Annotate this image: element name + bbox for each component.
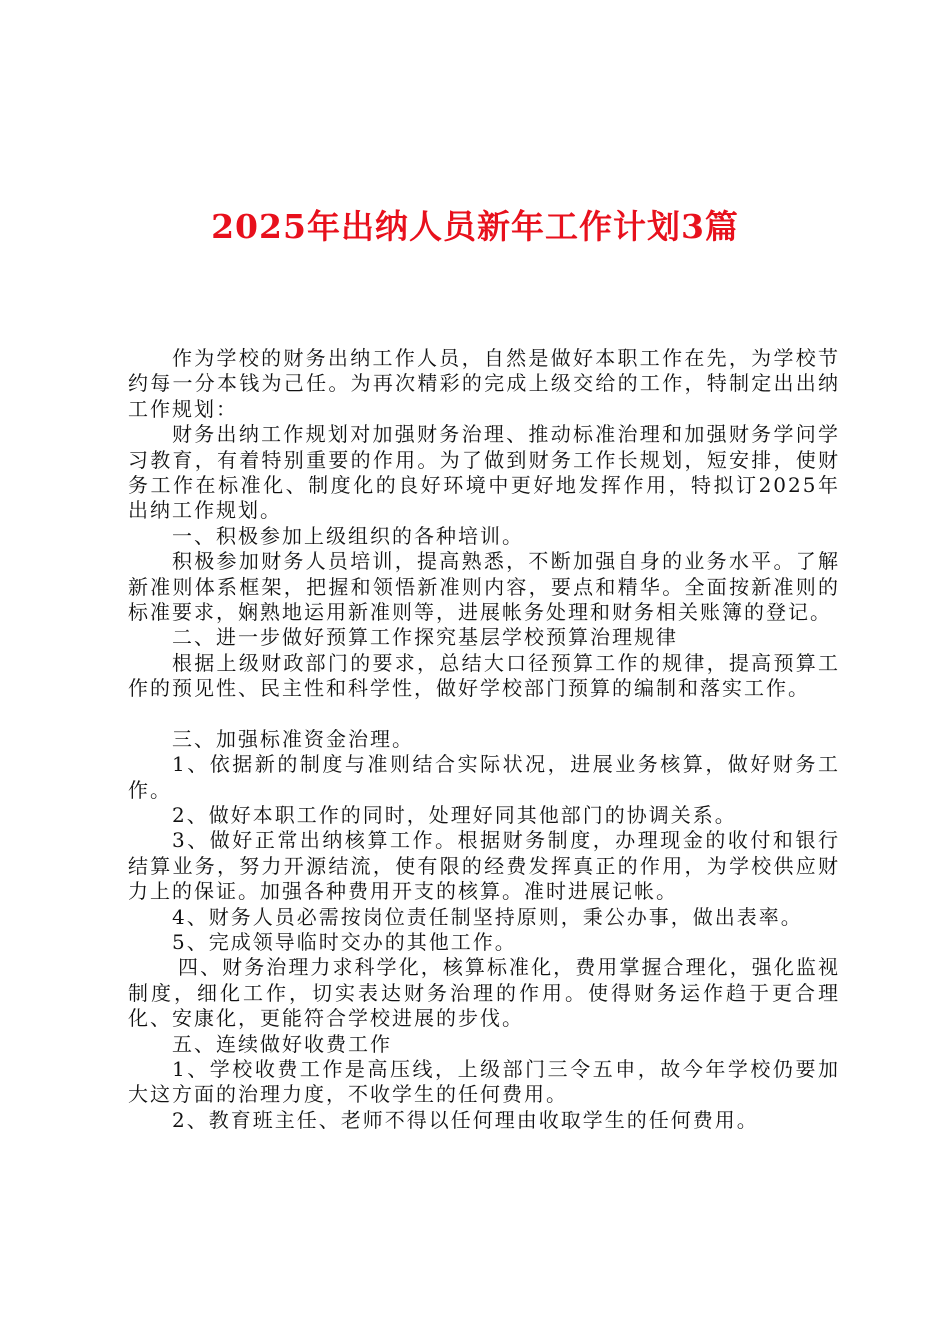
document-title: 2025年出纳人员新年工作计划3篇 — [211, 207, 739, 246]
list-item: 1、学校收费工作是高压线，上级部门三令五申，故今年学校仍要加大这方面的治理力度，不收学生的任何费用。 — [128, 1056, 840, 1107]
section-heading-5: 五、连续做好收费工作 — [172, 1031, 392, 1056]
section-heading-4: 四、财务治理力求科学化，核算标准化，费用掌握合理化，强化监视制度，细化工作，切实表达财务治理的作用。使得财务运作趋于更合理化、安康化，更能符合学校进展的步伐。 — [128, 955, 840, 1031]
section-heading-1: 一、积极参加上级组织的各种培训。 — [172, 523, 524, 548]
list-item: 2、做好本职工作的同时，处理好同其他部门的协调关系。 — [172, 802, 737, 827]
paragraph-training: 积极参加财务人员培训，提高熟悉，不断加强自身的业务水平。了解新准则体系框架，把握和领悟新准则内容，要点和精华。全面按新准则的标准要求，娴熟地运用新准则等，进展帐务处理和财务相关账簿的登记。 — [128, 549, 840, 625]
section-heading-2: 二、进一步做好预算工作探究基层学校预算治理规律 — [172, 625, 678, 650]
list-item: 5、完成领导临时交办的其他工作。 — [172, 929, 517, 954]
list-item: 4、财务人员必需按岗位责任制坚持原则，秉公办事，做出表率。 — [172, 904, 803, 929]
paragraph-budget: 根据上级财政部门的要求，总结大口径预算工作的规律，提高预算工作的预见性、民主性和科学性，做好学校部门预算的编制和落实工作。 — [128, 650, 840, 701]
section-heading-3: 三、加强标准资金治理。 — [172, 726, 414, 751]
paragraph-intro: 作为学校的财务出纳工作人员，自然是做好本职工作在先，为学校节约每一分本钱为己任。为再次精彩的完成上级交给的工作，特制定出出纳工作规划： — [128, 346, 840, 421]
list-item: 1、依据新的制度与准则结合实际状况，进展业务核算，做好财务工作。 — [128, 752, 840, 802]
paragraph-purpose: 财务出纳工作规划对加强财务治理、推动标准治理和加强财务学问学习教育，有着特别重要的作用。为了做到财务工作长规划，短安排，使财务工作在标准化、制度化的良好环境中更好地发挥作用，特拟订2025年出纳工作规划。 — [128, 422, 840, 523]
document-body — [128, 346, 840, 1133]
list-item: 3、做好正常出纳核算工作。根据财务制度，办理现金的收付和银行结算业务，努力开源结流，使有限的经费发挥真正的作用，为学校供应财力上的保证。加强各种费用开支的核算。准时进展记帐。 — [128, 828, 840, 904]
list-item: 2、教育班主任、老师不得以任何理由收取学生的任何费用。 — [172, 1107, 759, 1132]
